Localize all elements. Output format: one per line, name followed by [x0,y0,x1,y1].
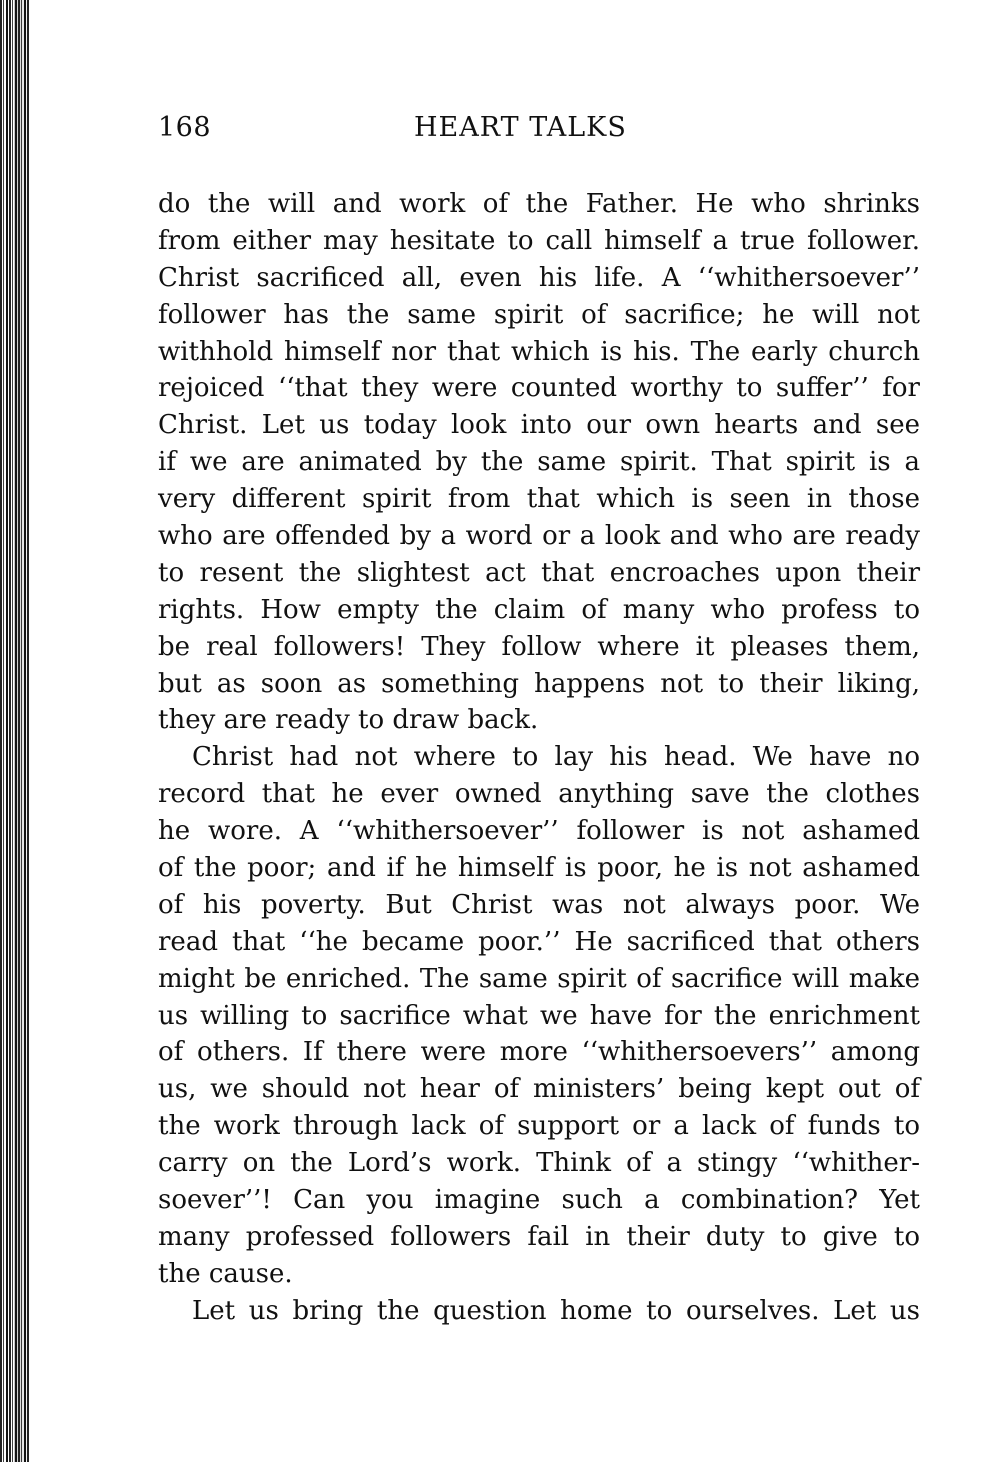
text-line: many professed followers fail in their duty to give to [158,1221,920,1252]
text-line: rejoiced ‘‘that they were counted worthy to suffer’’ for [158,373,920,404]
text-line: the work through lack of support or a lack of funds to [158,1111,920,1142]
text-line: the cause. [158,1258,293,1289]
text-line: of others. If there were more ‘‘whithersoevers’’ among [158,1037,920,1068]
text-line: if we are animated by the same spirit. That spirit is a [158,447,920,478]
text-line: might be enriched. The same spirit of sacrifice will make [158,963,920,994]
text-line: follower has the same spirit of sacrifice; he will not [158,299,920,330]
text-line: he wore. A ‘‘whithersoever’’ follower is not ashamed [158,816,920,847]
text-line: of the poor; and if he himself is poor, he is not ashamed [158,853,920,884]
text-line: be real followers! They follow where it pleases them, [158,631,920,662]
text-line: very different spirit from that which is seen in those [158,484,920,515]
text-line: Christ sacrificed all, even his life. A ‘‘whithersoever’’ [158,262,920,293]
body-text [158,186,920,1330]
text-line: carry on the Lord’s work. Think of a stingy ‘‘whither- [158,1148,920,1179]
text-line: read that ‘‘he became poor.’’ He sacrificed that others [158,926,920,957]
scanned-binding-edge [0,0,30,1462]
text-line: from either may hesitate to call himself a true follower. [158,225,920,256]
text-line: us, we should not hear of ministers’ being kept out of [158,1074,920,1105]
text-line: but as soon as something happens not to their liking, [158,668,920,699]
text-line: who are offended by a word or a look and who are ready [158,521,920,552]
text-line: they are ready to draw back. [158,705,539,736]
text-line: record that he ever owned anything save the clothes [158,779,920,810]
text-line: Christ had not where to lay his head. We have no [192,742,920,773]
running-title: HEART TALKS [414,112,627,143]
text-line: of his poverty. But Christ was not always poor. We [158,889,920,920]
text-line: withhold himself nor that which is his. The early church [158,336,920,367]
page-number: 168 [158,112,212,143]
text-line: do the will and work of the Father. He who shrinks [158,189,920,219]
text-line: rights. How empty the claim of many who profess to [158,594,920,625]
text-line: us willing to sacrifice what we have for the enrichment [158,1000,920,1031]
text-line: Let us bring the question home to ourselves. Let us [192,1295,920,1326]
running-head [158,112,658,152]
text-line: to resent the slightest act that encroaches upon their [158,557,920,588]
text-line: soever’’! Can you imagine such a combination? Yet [158,1185,920,1216]
text-line: Christ. Let us today look into our own hearts and see [158,410,920,441]
